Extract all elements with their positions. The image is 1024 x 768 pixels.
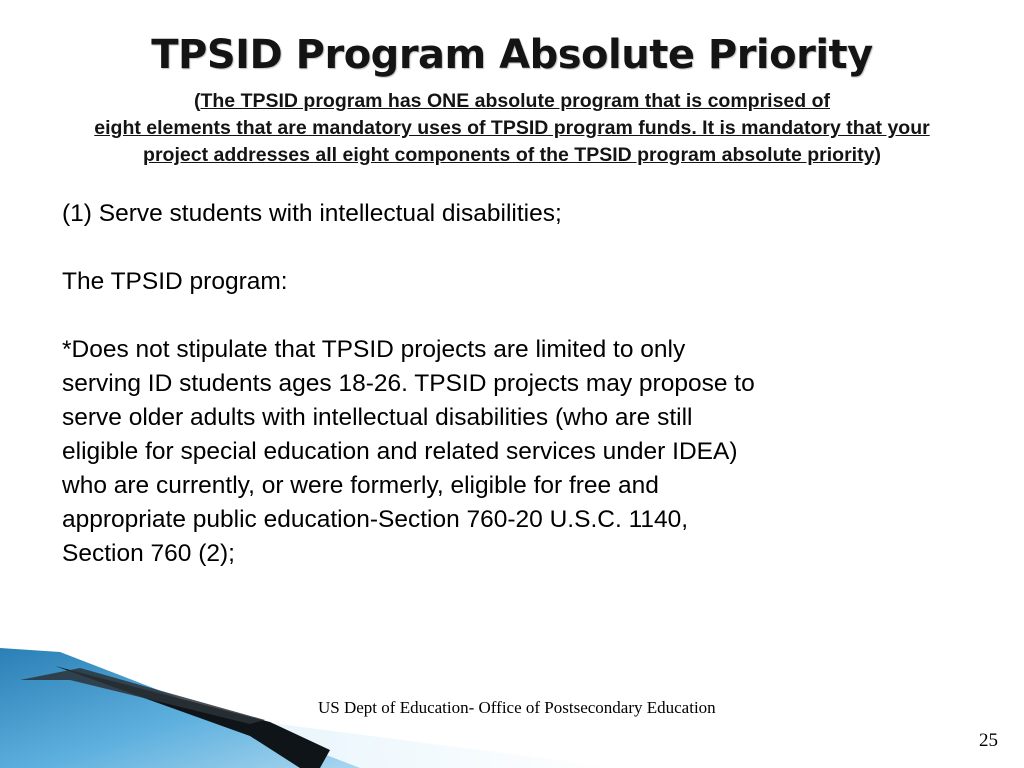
body-line: eligible for special education and related services under IDEA) bbox=[62, 438, 738, 465]
body-program-heading: The TPSID program: bbox=[62, 268, 288, 295]
page-number: 25 bbox=[979, 730, 998, 751]
body-item-1: (1) Serve students with intellectual disabilities; bbox=[62, 200, 562, 227]
subtitle-line-2: eight elements that are mandatory uses of TPSID program funds. It is mandatory that your bbox=[94, 117, 930, 139]
footer-text: US Dept of Education- Office of Postsecondary Education bbox=[318, 698, 716, 717]
spacer bbox=[62, 231, 882, 265]
slide-subtitle bbox=[10, 88, 1014, 169]
subtitle-line-1 bbox=[10, 88, 1014, 115]
body-line: Section 760 (2); bbox=[62, 540, 235, 567]
subtitle-line-3 bbox=[10, 142, 1014, 169]
body-line: appropriate public education-Section 760-20 U.S.C. 1140, bbox=[62, 506, 689, 533]
body-line: serve older adults with intellectual disabilities (who are still bbox=[62, 404, 693, 431]
slide-title: TPSID Program Absolute Priority bbox=[151, 32, 873, 78]
slide-body bbox=[62, 197, 882, 571]
body-line: serving ID students ages 18-26. TPSID projects may propose to bbox=[62, 370, 755, 397]
subtitle-open-paren: ( bbox=[193, 90, 201, 112]
subtitle-text-1: The TPSID program has ONE absolute program that is comprised of bbox=[200, 90, 831, 112]
body-line: *Does not stipulate that TPSID projects are limited to only bbox=[62, 336, 686, 363]
spacer bbox=[62, 299, 882, 333]
subtitle-text-3: project addresses all eight components of the TPSID program absolute priority bbox=[143, 144, 875, 166]
body-line: who are currently, or were formerly, eligible for free and bbox=[62, 472, 659, 499]
subtitle-close-paren: ) bbox=[874, 144, 881, 166]
